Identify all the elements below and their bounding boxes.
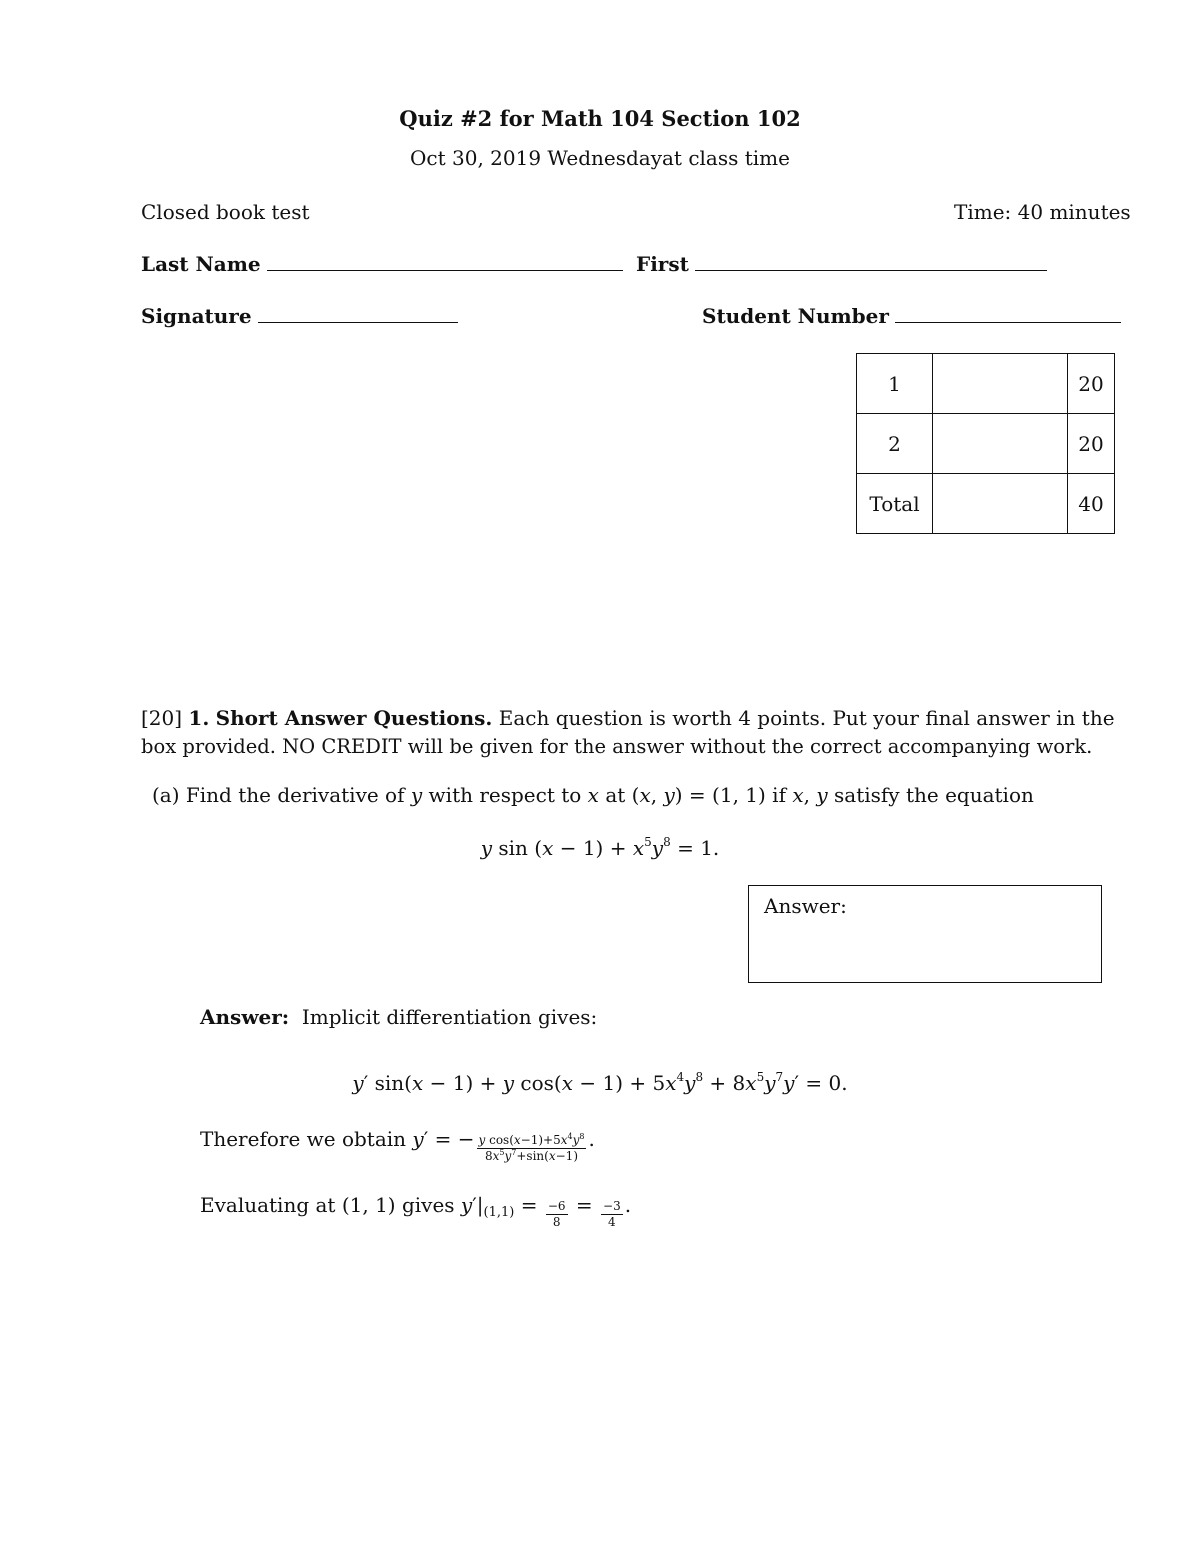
part-a-text: satisfy the equation: [834, 783, 1034, 807]
closed-book-note: Closed book test: [141, 200, 310, 224]
solution-therefore-text: Therefore we obtain: [200, 1127, 407, 1151]
signature-line: [258, 321, 458, 323]
part-a-prompt: (a) Find the derivative of y with respect to x at (x, y) = (1, 1) if x, y satisfy the equation: [152, 783, 1034, 807]
score-row-label: 1: [857, 354, 933, 414]
quiz-date: Oct 30, 2019 Wednesdayat class time: [410, 146, 790, 170]
solution-evaluating: Evaluating at (1, 1) gives $y'|_{(1,1)}$ = $\frac{-6}{8}$ = $\frac{-3}{4}$ .: [200, 1193, 632, 1229]
page-title: Quiz #2 for Math 104 Section 102: [399, 106, 801, 131]
solution-gives-text: gives: [401, 1193, 455, 1217]
question-1-intro-line2: box provided. NO CREDIT will be given for the answer without the correct accompanying work.: [141, 735, 1093, 758]
student-number-line: [895, 321, 1121, 323]
student-number-label: Student Number: [702, 304, 889, 328]
score-row-label: 2: [857, 414, 933, 474]
score-cell: [933, 414, 1068, 474]
score-max-points: 40: [1068, 474, 1115, 534]
equation-derivative: y′ sin(x − 1) + y $\cos(x - 1) + 5x^4y^8 + 8x^5y^7y' = 0$.: [352, 1070, 848, 1095]
part-a-text: Find the derivative of: [185, 783, 405, 807]
table-row: [857, 474, 1115, 534]
solution-therefore: Therefore we obtain y′ = − $\frac{y \cos(x-1)+5x^4y^8}{8x^5y^7+\sin(x-1)}$ .: [200, 1127, 595, 1163]
evaluation-fraction-2: $\frac{-3}{4}$: [603, 1199, 621, 1229]
solution-intro-text: Implicit differentiation gives:: [301, 1005, 598, 1029]
score-row-label: Total: [857, 474, 933, 534]
solution-answer-label: Answer:: [200, 1005, 290, 1029]
question-1-intro-line1: [141, 706, 1115, 730]
equation-main: y $\sin (x - 1) + x^5y^8 = 1$.: [480, 835, 720, 860]
part-a-label: (a): [152, 783, 180, 807]
question-heading: Short Answer Questions.: [215, 706, 493, 730]
solution-evaluating-text: Evaluating at: [200, 1193, 336, 1217]
evaluation-fraction-1: $\frac{-6}{8}$: [547, 1199, 566, 1229]
time-limit: Time: 40 minutes: [954, 200, 1131, 224]
table-row: [857, 354, 1115, 414]
signature-field[interactable]: [141, 304, 458, 328]
score-table: [856, 353, 1115, 534]
score-max-points: 20: [1068, 414, 1115, 474]
score-max-points: 20: [1068, 354, 1115, 414]
first-name-field[interactable]: [636, 252, 1047, 276]
question-points: [20]: [141, 706, 183, 730]
table-row: [857, 414, 1115, 474]
part-a-text: at: [605, 783, 626, 807]
answer-box-label: Answer:: [764, 894, 847, 918]
first-name-line: [695, 269, 1047, 271]
last-name-line: [267, 269, 623, 271]
first-name-label: First: [636, 252, 689, 276]
solution-intro: [200, 1005, 597, 1029]
question-instructions: Each question is worth 4 points. Put your final answer in the: [498, 706, 1115, 730]
question-number: 1.: [188, 706, 210, 730]
part-a-text: if: [772, 783, 786, 807]
answer-box[interactable]: [748, 885, 1102, 983]
last-name-field[interactable]: [141, 252, 623, 276]
student-number-field[interactable]: [702, 304, 1121, 328]
derivative-fraction: $\frac{y \cos(x-1)+5x^4y^8}{8x^5y^7+\sin(x-1)}$: [478, 1132, 585, 1163]
score-cell: [933, 474, 1068, 534]
score-cell: [933, 354, 1068, 414]
last-name-label: Last Name: [141, 252, 261, 276]
signature-label: Signature: [141, 304, 252, 328]
part-a-text: with respect to: [428, 783, 582, 807]
